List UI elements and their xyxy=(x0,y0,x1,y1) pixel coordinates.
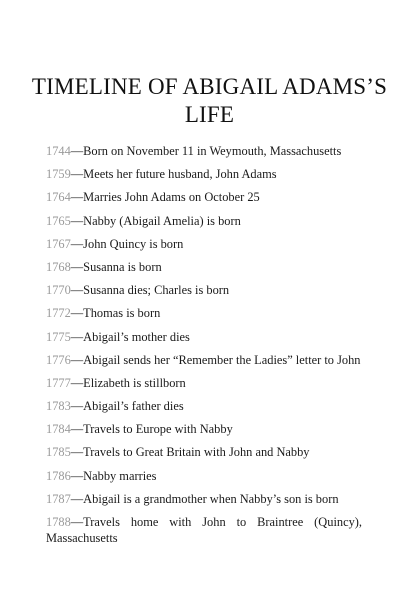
entry-line-1 xyxy=(46,514,362,530)
entry-text: —John Quincy is born xyxy=(70,236,184,251)
entry-year: 1770 xyxy=(46,283,71,298)
entry-year: 1785 xyxy=(46,445,71,460)
timeline-entry xyxy=(46,143,362,159)
timeline-entry xyxy=(46,213,362,229)
timeline-entry xyxy=(46,329,362,345)
entry-text: —Born on November 11 in Weymouth, Massachusetts xyxy=(70,144,342,158)
entry-text: —Abigail sends her “Remember the Ladies” letter to John xyxy=(70,352,361,367)
entry-text: —Abigail’s mother dies xyxy=(70,329,190,344)
entry-year: 1787 xyxy=(46,491,71,506)
entry-text: —Marries John Adams on October 25 xyxy=(70,190,260,205)
entry-text: —Nabby (Abigail Amelia) is born xyxy=(70,213,241,228)
entry-year: 1759 xyxy=(46,167,71,182)
entry-year: 1744 xyxy=(46,144,71,158)
entry-text: —Travels to Great Britain with John and Nabby xyxy=(70,445,310,460)
timeline-entry xyxy=(46,166,362,182)
timeline-entry xyxy=(46,236,362,252)
entry-year: 1783 xyxy=(46,399,71,414)
timeline-entry xyxy=(46,491,362,507)
entry-year: 1764 xyxy=(46,190,71,205)
entry-text: —Nabby marries xyxy=(70,468,157,483)
entry-text: —Travels to Europe with Nabby xyxy=(70,422,233,437)
entry-text: —Travels home with John to Braintree (Quincy), xyxy=(70,515,362,529)
entry-year: 1775 xyxy=(46,329,71,344)
entry-text: —Thomas is born xyxy=(70,306,161,321)
timeline-list xyxy=(46,143,362,553)
entry-text: —Elizabeth is stillborn xyxy=(70,375,186,390)
timeline-entry xyxy=(46,259,362,275)
timeline-entry xyxy=(46,444,362,460)
entry-year: 1765 xyxy=(46,213,71,228)
entry-text-continued: Massachusetts xyxy=(46,531,118,545)
entry-year: 1777 xyxy=(46,375,71,390)
timeline-entry xyxy=(46,305,362,321)
entry-year: 1767 xyxy=(46,236,71,251)
entry-year: 1788 xyxy=(46,515,71,529)
entry-year: 1786 xyxy=(46,468,71,483)
timeline-entry xyxy=(46,468,362,484)
entry-text: —Meets her future husband, John Adams xyxy=(70,167,277,182)
page-title: TIMELINE OF ABIGAIL ADAMS’S LIFE xyxy=(31,74,388,127)
entry-year: 1768 xyxy=(46,259,71,274)
entry-text: —Susanna dies; Charles is born xyxy=(70,283,230,298)
timeline-entry xyxy=(46,375,362,391)
timeline-entry xyxy=(46,514,362,546)
timeline-entry xyxy=(46,282,362,298)
timeline-entry xyxy=(46,398,362,414)
timeline-entry xyxy=(46,421,362,437)
entry-text: —Abigail is a grandmother when Nabby’s son is born xyxy=(70,491,339,506)
entry-year: 1772 xyxy=(46,306,71,321)
timeline-entry xyxy=(46,352,362,368)
entry-text: —Susanna is born xyxy=(70,259,162,274)
timeline-entry xyxy=(46,189,362,205)
entry-year: 1784 xyxy=(46,422,71,437)
entry-text: —Abigail’s father dies xyxy=(70,399,184,414)
entry-year: 1776 xyxy=(46,352,71,367)
